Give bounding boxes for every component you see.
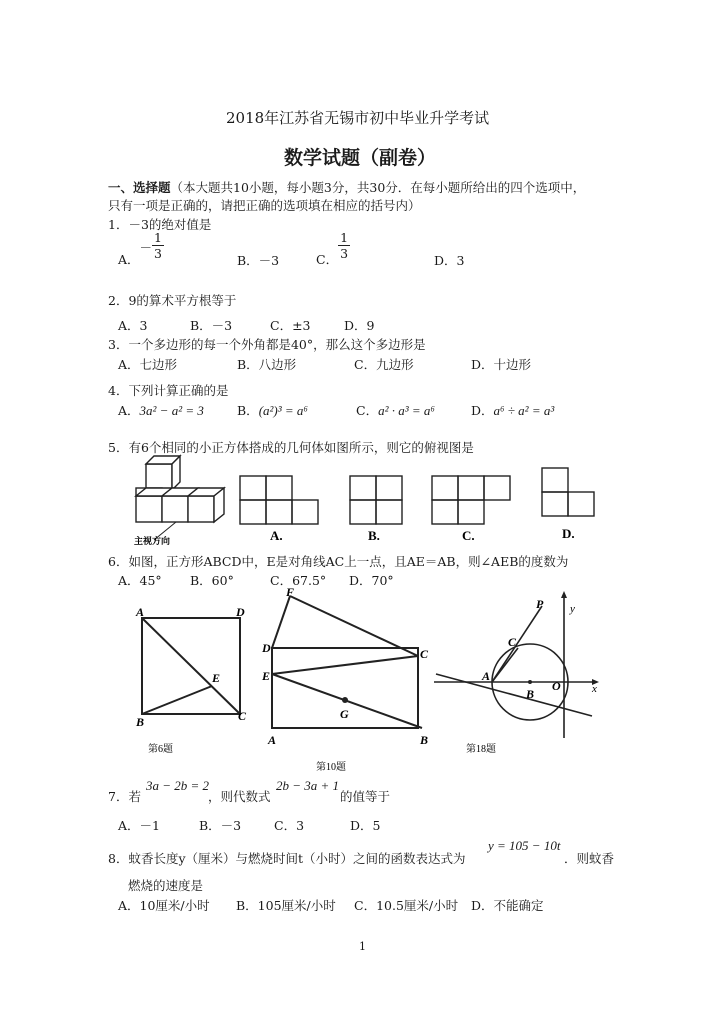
fig18-label-a: A [482, 669, 491, 683]
q2-option-a[interactable]: A．3 [118, 318, 148, 333]
q5-view-label: 主视方向 [134, 536, 171, 546]
q4-d-expr: a⁶ ÷ a² = a³ [493, 403, 555, 418]
fig10-label-c: C [420, 647, 429, 661]
q7-expression: 2b − 3a + 1 [276, 778, 340, 793]
fig10-label-e: E [262, 669, 271, 683]
exam-title: 2018年江苏省无锡市初中毕业升学考试 [226, 109, 490, 127]
q3-option-a[interactable]: A．七边形 [118, 357, 178, 372]
q6-stem: 6．如图，正方形ABCD中，E是对角线AC上一点，且AE＝AB，则∠AEB的度数为 [108, 554, 569, 569]
q8-stem-pre: 8．蚊香长度y（厘米）与燃烧时间t（小时）之间的函数表达式为 [108, 851, 466, 866]
q6-option-d[interactable]: D．70° [349, 573, 394, 588]
q1-c-num: 1 [340, 230, 349, 245]
q5-stem: 5．有6个相同的小正方体搭成的几何体如图所示，则它的俯视图是 [108, 440, 474, 455]
q5-option-c-label: C. [462, 528, 475, 543]
fig6-label-c: C [238, 709, 247, 723]
q4-option-d[interactable] [471, 401, 554, 419]
fig6-label-e: E [212, 671, 221, 685]
q1-stem: 1．－3的绝对值是 [108, 217, 212, 232]
page-number: 1 [359, 940, 366, 953]
q5-option-a-figure[interactable] [240, 476, 318, 524]
q1-option-d[interactable]: D．3 [434, 253, 465, 268]
q1-c-den: 3 [340, 246, 349, 261]
q4-c-label: C． [356, 403, 379, 418]
q3-option-d[interactable]: D．十边形 [471, 357, 532, 372]
q3-stem: 3．一个多边形的每一个外角都是40°，那么这个多边形是 [108, 337, 426, 352]
fig10-label-a: A [268, 733, 277, 747]
q8-option-b[interactable]: B．105厘米/小时 [236, 898, 336, 913]
q2-option-b[interactable]: B．－3 [190, 318, 233, 333]
fig18-caption: 第18题 [466, 744, 496, 755]
fig18 [434, 591, 599, 755]
q1-c-fraction [338, 230, 350, 261]
section-instruction-1: （本大题共10小题，每小题3分，共30分．在每小题所给出的四个选项中， [170, 180, 586, 195]
fig6-label-b: B [136, 715, 145, 729]
q7-condition: 3a − 2b = 2 [146, 778, 210, 793]
fig10-label-d: D [262, 641, 271, 655]
q1-c-label: C． [316, 252, 339, 267]
q5-option-d-label: D. [562, 526, 575, 541]
fig18-label-p: P [536, 597, 544, 611]
figures-row [130, 586, 610, 776]
q5-solid [136, 456, 224, 522]
section-heading: 一、选择题 [108, 180, 171, 195]
q2-stem: 2．9的算术平方根等于 [108, 293, 237, 308]
q1-a-den: 3 [154, 246, 162, 261]
q3-option-c[interactable]: C．九边形 [354, 357, 414, 372]
q8-option-a[interactable]: A．10厘米/小时 [118, 898, 210, 913]
fig6-caption: 第6题 [148, 744, 173, 755]
q1-option-b[interactable]: B．－3 [237, 253, 280, 268]
q5-figures [120, 452, 610, 548]
q1-a-sign: － [139, 240, 153, 255]
q7-stem-post: 的值等于 [340, 789, 391, 804]
fig10-label-g: G [340, 707, 349, 721]
q7-option-c[interactable]: C．3 [274, 818, 305, 833]
q7-stem-mid: ，则代数式 [208, 789, 271, 804]
q4-a-expr: 3a² − a² = 3 [139, 403, 204, 418]
q2-option-c[interactable]: C．±3 [270, 318, 311, 333]
fig18-label-b: B [526, 687, 535, 701]
q1-a-num: 1 [154, 230, 162, 245]
q4-a-label: A． [118, 403, 140, 418]
q4-option-c[interactable] [356, 401, 435, 419]
q6-option-c[interactable]: C．67.5° [270, 573, 327, 588]
q4-b-label: B． [237, 403, 259, 418]
q7-stem-pre: 7．若 [108, 789, 141, 804]
q1-option-c[interactable] [316, 230, 350, 268]
fig6-label-a: A [136, 605, 145, 619]
q1-option-a[interactable] [118, 230, 164, 268]
q7-option-b[interactable]: B．－3 [199, 818, 242, 833]
q6-option-a[interactable]: A．45° [118, 573, 162, 588]
q5-option-b-figure[interactable] [350, 476, 402, 524]
q1-a-label: A． [118, 252, 140, 267]
section-heading-line [108, 178, 585, 196]
q3-option-b[interactable]: B．八边形 [237, 357, 297, 372]
fig10-label-f: F [286, 586, 295, 599]
q4-option-a[interactable] [118, 401, 204, 419]
q4-option-b[interactable] [237, 401, 308, 419]
fig18-y-arrow [561, 591, 567, 598]
q4-c-expr: a² · a³ = a⁶ [378, 403, 435, 418]
q7-option-d[interactable]: D．5 [350, 818, 381, 833]
q5-option-a-label: A. [270, 528, 283, 543]
fig10 [261, 586, 429, 773]
fig18-label-o: O [552, 679, 561, 693]
fig6 [135, 605, 247, 755]
q5-option-b-label: B. [368, 528, 380, 543]
q8-formula: y = 105 − 10t [488, 838, 561, 853]
q8-option-d[interactable]: D．不能确定 [471, 898, 544, 913]
q8-stem-post: ．则蚊香 [564, 851, 615, 866]
q5-option-c-figure[interactable] [432, 476, 510, 524]
section-instruction-2: 只有一项是正确的，请把正确的选项填在相应的括号内） [108, 198, 421, 213]
fig6-label-d: D [236, 605, 245, 619]
q8-option-c[interactable]: C．10.5厘米/小时 [354, 898, 459, 913]
q2-option-d[interactable]: D．9 [344, 318, 375, 333]
fig10-label-b: B [420, 733, 429, 747]
q7-option-a[interactable]: A．－1 [118, 818, 160, 833]
fig18-center [528, 680, 532, 684]
q5-option-d-figure[interactable] [542, 468, 594, 516]
q1-a-fraction [152, 230, 164, 261]
q4-stem: 4．下列计算正确的是 [108, 383, 229, 398]
q8-stem-line2: 燃烧的速度是 [128, 878, 204, 893]
fig10-point-g [342, 697, 348, 703]
q4-d-label: D． [471, 403, 494, 418]
fig18-label-c: C [508, 635, 517, 649]
exam-subtitle: 数学试题（副卷） [284, 147, 437, 169]
q4-b-expr: (a²)³ = a⁶ [258, 403, 308, 418]
q6-option-b[interactable]: B．60° [190, 573, 234, 588]
fig18-label-y: y [570, 603, 575, 615]
fig18-label-x: x [592, 683, 597, 695]
fig10-caption: 第10题 [316, 762, 346, 773]
